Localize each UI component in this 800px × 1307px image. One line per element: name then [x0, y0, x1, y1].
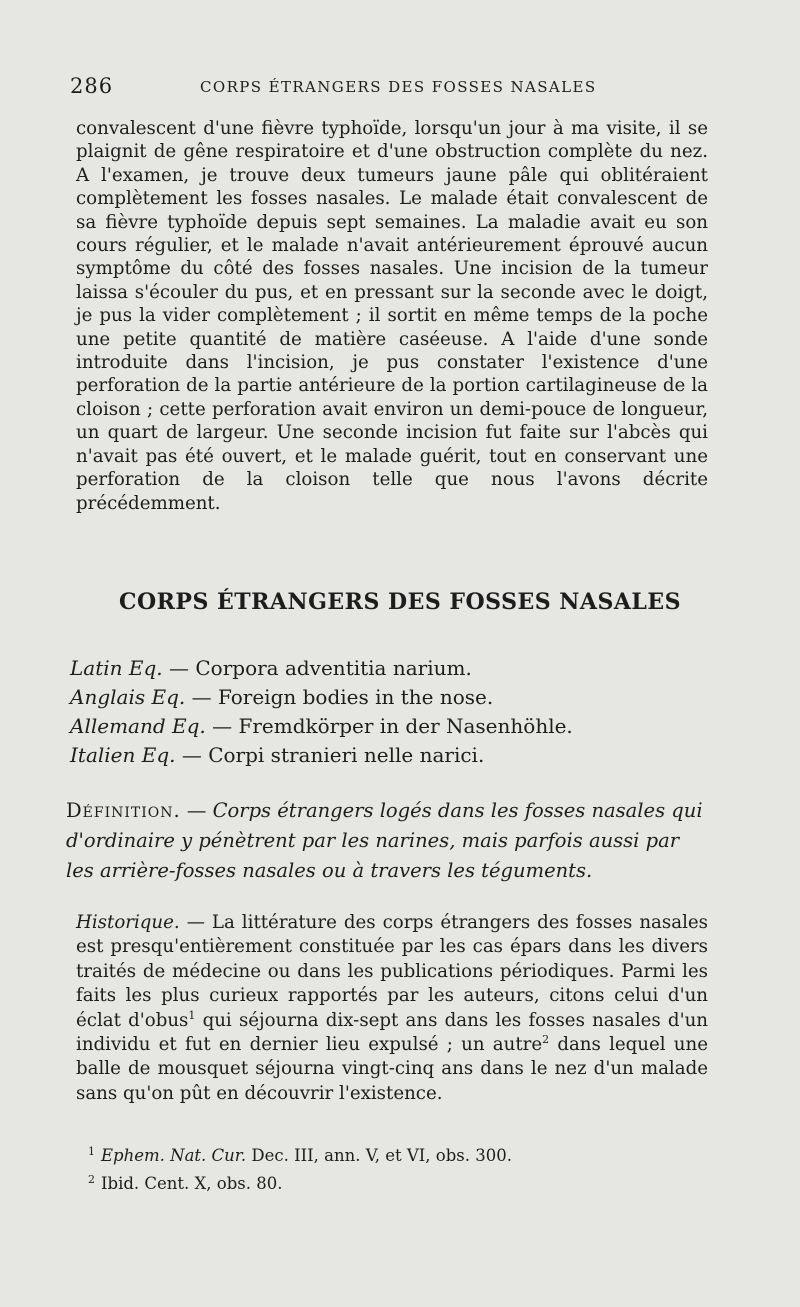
footnote-source: Ephem. Nat. Cur.	[101, 1146, 247, 1165]
footnotes	[88, 1140, 708, 1196]
historique-text: qui séjourna dix-sept ans dans les fosses nasales d'un individu et fut en dernier lieu expulsé ; un autre	[76, 1009, 708, 1056]
case-paragraph: convalescent d'une fièvre typhoïde, lorsqu'un jour à ma visite, il se plaignit de gêne respiratoire et d'une obstruction complète du nez. A l'examen, je trouve deux tumeurs jaune pâle qui oblitéraient complètement les fosses nasales. Le malade était convalescent de sa fièvre typhoïde depuis sept semaines. La maladie avait eu son cours régulier, et le malade n'avait antérieurement éprouvé aucun symptôme du côté des fosses nasales. Une incision de la tumeur laissa s'écouler du pus, et en pressant sur la seconde avec le doigt, je pus la vider complètement ; il sortit en même temps de la poche une petite quantité de matière caséeuse. A l'aide d'une sonde introduite dans l'incision, je pus constater l'existence d'une perforation de la partie antérieure de la portion cartilagineuse de la cloison ; cette perforation avait environ un demi-pouce de longueur, un quart de largeur. Une seconde incision fut faite sur l'abcès qui n'avait pas été ouvert, et le malade guérit, tout en conservant une perforation de la cloison telle que nous l'avons décrite précédemment.	[76, 118, 708, 514]
footnote-text: Dec. III, ann. V, et VI, obs. 300.	[246, 1146, 512, 1165]
equivalent-term: — Corpi stranieri nelle narici.	[181, 743, 485, 767]
footnote-ref: 2	[542, 1033, 550, 1047]
equivalent-language: Italien Eq.	[70, 743, 176, 767]
equivalent-language: Allemand Eq.	[70, 714, 206, 738]
footnote-1	[88, 1140, 708, 1168]
equivalent-italian	[70, 741, 710, 770]
historique-label: Historique.	[76, 912, 180, 933]
definition-label: Définition.	[66, 799, 181, 822]
equivalent-term: — Corpora adventitia narium.	[169, 656, 472, 680]
page-number: 286	[70, 74, 114, 98]
footnote-ref: 1	[188, 1008, 196, 1022]
equivalent-term: — Fremdkörper in der Nasenhöhle.	[212, 714, 573, 738]
historique-text: — La littérature des corps étrangers des fosses nasales est presqu'entièrement constituée par les cas épars dans les divers traités de médecine ou dans les publications périodiques. Parmi les faits les plus curieux rapportés par les auteurs, citons celui d'un éclat d'obus	[76, 912, 708, 1031]
historique-paragraph	[76, 911, 708, 1106]
equivalent-english	[70, 683, 710, 712]
equivalent-latin	[70, 654, 710, 683]
footnote-text: Ibid. Cent. X, obs. 80.	[101, 1174, 283, 1193]
equivalents-list	[70, 654, 710, 770]
equivalent-german	[70, 712, 710, 741]
footnote-marker: 2	[88, 1173, 95, 1186]
footnote-2	[88, 1168, 708, 1196]
equivalent-language: Anglais Eq.	[70, 685, 186, 709]
running-head	[70, 74, 710, 102]
definition-dash: —	[180, 799, 213, 822]
equivalent-term: — Foreign bodies in the nose.	[191, 685, 494, 709]
section-title: CORPS ÉTRANGERS DES FOSSES NASALES	[118, 589, 682, 615]
equivalent-language: Latin Eq.	[70, 656, 163, 680]
historique-text: dans lequel une balle de mousquet séjourna vingt-cinq ans dans le nez d'un malade sans qu'on pût en découvrir l'existence.	[76, 1034, 708, 1104]
definition-paragraph	[66, 796, 710, 886]
definition-text: Corps étrangers logés dans les fosses nasales qui d'ordinaire y pénètrent par les narines, mais parfois aussi par les arrière-fosses nasales ou à travers les téguments.	[66, 799, 703, 882]
running-title: CORPS ÉTRANGERS DES FOSSES NASALES	[200, 78, 597, 96]
footnote-marker: 1	[88, 1145, 95, 1158]
